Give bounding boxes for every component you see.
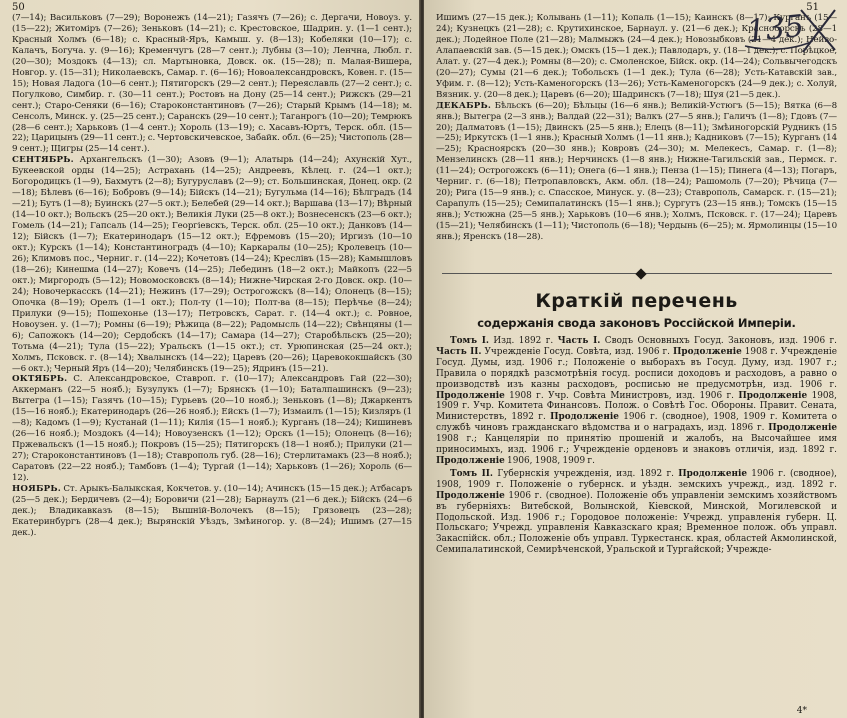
left-paragraph (12, 155, 412, 374)
section-title: Краткій перечень (535, 290, 738, 313)
left-paragraph (12, 374, 412, 484)
svg-text:135: 135 (744, 8, 806, 50)
fair-list-text: Архангельскъ (1—30); Азовъ (9—1); Алатырь (14—24); Ахунскій Хут., Букеевской орды (14—25); Астрахань (14—25); Андреевъ, Кѣлец. г. (24—1 окт.); Богородицкъ (1—9), Бахмутъ (2—8); Бугуруславъ (2—9); ст. Большинская, Донец. окр. (2—18); Бѣлевъ (6—16); Бобровъ (9—14); Бійскъ (14—21); Бугульма (14—16); Бѣлградъ (14—21); Бутъ (1—8); Буинскъ (27—5 окт.); Белебей (29—14 окт.); Варшава (13—17); Вѣрный (14—10 окт.); Вольскъ (25—20 окт.); Великія Луки (25—8 окт.); Вознесенскъ (23—6 окт.); Гомель (14—21); Гапсаль (14—25); Георгіевскъ, Терск. обл. (25—10 окт.); Данковъ (14—12); Бійскъ (1—7); Екатеринодаръ (15—12 окт.); Ефремовъ (15—20); Иргизъ (10—10 окт.); Курскъ (1—14); Константиноградъ (4—10); Каркаралы (10—25); Кролевецъ (10—26); Климовъ пос., Черниг. г. (14—22); Кочетовъ (14—24); Креслівъ (15—28); Камышловъ (18—26); Кинешма (14—27); Ковечъ (14—25); Лебединъ (18—2 окт.); Майкопъ (22—5 окт.); Миргородъ (5—12); Новомосковскъ (8—14); Нижне-Чирская 2-го Довск. окр. (10—24); Новочеркасскъ (14—21); Нежинъ (17—29); Острогожскъ (8—14); Олонецъ (8—15); Опочка (8—19); Орелъ (1—1 окт.); Пол-ту (1—10); Полт-ва (8—15); Перѣчье (8—24); Прилуки (9—15); Пошехонье (13—17); Петровскъ, Сарат. г. (14—4 окт.); с. Ровное, Новоузен. у. (1—7); Ромны (6—19); Рѣжица (8—22); Радомысль (14—22); Свѣнцяны (1—6); Сапожокъ (14—20); Сердобскъ (14—17); Самара (14—27); Старобѣльскъ (25—20); Тотьма (4—21); Тула (15—22); Уральскъ (1—15 окт.); ст. Урюпинская (25—24 окт.); Холмъ, Псковск. г. (8—14); Хвалынскъ (14—22); Царевъ (20—26); Царевококшайскъ (30—6 окт.); Черный Яръ (14—20); Челябинскъ (19—25); Ядринъ (15—21). (12, 155, 412, 374)
fair-list-text: Ст. Арыкъ-Балыкская, Кокчетов. у. (10—14); Ачинскъ (15—15 дек.); Атбасаръ (25—5 дек.); Бердичевъ (2—4); Боровичи (21—28); Барнаулъ (21—6 дек.); Бійскъ (24—6 дек.); Владикавказъ (8—15); Вышній-Волочекъ (8—15); Грязовецъ (23—28); Екатеринбургъ (28—4 дек.); Вырянскій Уѣздъ, Змѣиногор. у. (8—24); Ишимъ (27—15 дек.). (12, 483, 412, 538)
law-text-column (436, 336, 837, 556)
month-heading: ДЕКАБРЬ. (436, 100, 492, 111)
right-paragraph (436, 101, 837, 243)
month-heading: НОЯБРЬ. (12, 483, 61, 494)
right-page (424, 0, 847, 718)
fair-list-text: С. Александровское, Ставроп. г. (10—17); Александровъ Гай (22—30); Аккерманъ (22—5 нояб.); Бузулукъ (1—7); Брянскъ (1—10); Баталпашинскъ (9—23); Вытегра (1—15); Газячъ (10—15); Гурьевъ (20—10 нояб.); Зеньковъ (1—8); Джаркентъ (15—16 нояб.); Екатеринодаръ (26—26 нояб.); Ейскъ (1—7); Измаилъ (1—15); Кизляръ (1—8); Кадомъ (1—9); Кустанай (1—11); Килія (15—1 нояб.); Курганъ (18—24); Кишиневъ (26—16 нояб.); Моздокъ (4—14); Новоузенскъ (1—12); Орскъ (1—15); Олонецъ (8—16); Пржевальскъ (1—15 нояб.); Покровъ (15—25); Пятигорскъ (18—1 нояб.); Прилуки (21—27); Староконстантиновъ (1—18); Ставрополь губ. (28—16); Стерлитамакъ (23—8 нояб.); Саратовъ (22—22 нояб.); Тамбовъ (1—4); Тургай (1—14); Харьковъ (1—26); Хороль (6—12). (12, 374, 412, 484)
month-heading: ОКТЯБРЬ. (12, 374, 68, 385)
month-heading: СЕНТЯБРЬ. (12, 155, 74, 166)
left-page (0, 0, 420, 718)
left-paragraph (12, 484, 412, 539)
page-number-left: 50 (12, 2, 25, 13)
page-number-right: 51 (806, 2, 819, 13)
law-volume-paragraph: Томъ I. Изд. 1892 г. Часть I. Сводъ Основныхъ Госуд. Законовъ, изд. 1906 г. Часть II. Учрежденіе Госуд. Совѣта, изд. 1906 г. Продолженіе 1908 г. Учрежденіе Госуд. Думы, изд. 1906 г.; Положеніе о выборахъ въ Госуд. Думу, изд. 1907 г.; Правила о порядкѣ разсмотрѣнія госуд. росписи доходовъ и расходовъ, а равно о производствѣ изъ казны расходовъ, росписью не предусмотрѣн, изд. 1906 г. Продолженіе 1908 г. Учр. Совѣта Министровъ, изд. 1906 г. Продолженіе 1908, 1909 г. Учр. Комитета Финансовъ. Полож. о Совѣтѣ Гос. Обороны. Правит. Сената, Министерствъ, 1892 г. Продолженіе 1906 г. (сводное), 1908, 1909 г. Комитета о службѣ чиновъ гражданскаго вѣдомства и о наградахъ, изд. 1896 г. Продолженіе 1908 г.; Канцеляріи по принятію прошеній и жалобъ, на Высочайшее имя приносимыхъ, изд. 1906 г.; Учрежденіе орденовъ и знаковъ отличія, изд. 1892 г. Продолженіе 1906, 1908, 1909 г. (436, 336, 838, 466)
fair-list-text: Ишимъ (27—15 дек.); Колывань (1—11); Копаль (1—15); Каинскъ (8—17); Курганъ (15—24); Кузнецкъ (21—28); с. Крутихинское, Барнаул. у. (21—6 дек.); Красноборскъ (28—1 дек.); Лодейное Поле (21—28); Малмыжъ (24—4 дек.); Новозыбковъ (21—4 дек.); Нейво-Алапаевскій зав. (5—15 дек.); Омскъ (15—1 дек.); Павлодаръ, у. (18—1 дек.); с. Порѣцкое, Алат. у. (27—4 дек.); Ромны (8—20); с. Смоленское, Бійск. окр. (14—24); Сольвычегодскъ (20—27); Сумы (21—6 дек.); Тобольскъ (1—1 дек.); Тула (6—28); Усть-Катавскій зав., Уфим. г. (8—12); Усть-Каменогорскъ (13—26); Усть-Каменогорскъ (24—9 дек.); с. Холуй, Вязник. у. (20—8 дек.); Царевъ (6—20); Шадринскъ (7—18); Шуя (21—5 дек.). (436, 13, 837, 100)
fair-list-text: (7—14); Васильковъ (7—29); Воронежъ (14—21); Газячъ (7—26); с. Дергачи, Новоуз. у. (15—22); Житоміръ (7—26); Зеньковъ (14—21); с. Крестовское, Шадрин. у. (1—1 сент.); Красный Холмъ (6—18); с. Красный-Яръ, Камыш. у. (8—13); Кобеляки (10—17); с. Калачъ, Богуча. у. (9—16); Кременчугъ (28—7 сент.); Лубны (3—10); Ленчна, Любл. г. (20—30); Моздокъ (4—13); сл. Мартыновка, Довск. ок. (15—28); п. Малая-Вишера, Новгор. у. (15—31); Николаевскъ, Самар. г. (6—16); Новоалександровскъ, Ковен. г. (15—15); Новая Ладога (10—6 сент.); Пятигорскъ (29—2 сент.); Переяславль (27—2 сент.); с. Погулково, Симбир. г. (30—11 сент.); Ростовъ на Дону (25—14 сент.); Рижскъ (29—21 сент.); Старо-Сеняки (6—16); Староконстантиновъ (7—26); Старый Крымъ (14—18); м. Сенсолъ, Минск. у. (25—25 сент.); Саранскъ (29—10 сент.); Таганрогъ (10—20); Темрюкъ (28—6 сент.); Харьковъ (1—4 сент.); Хороль (13—19); с. Хасавъ-Юртъ, Терск. обл. (15—22); Царицынъ (29—11 сент.); с. Чертовскичевское, Забайк. обл. (6—25); Чистополь (28—9 сент.); Щигры (25—14 сент.). (12, 13, 412, 155)
section-subtitle: содержанія свода законовъ Россійской Имперіи. (477, 316, 796, 331)
law-volume-paragraph: Томъ II. Губернскія учрежденія, изд. 1892 г. Продолженіе 1906 г. (сводное), 1908, 1909 г. Положеніе о губернск. и уѣздн. земскихъ учрежд., изд. 1892 г. Продолженіе 1906 г. (сводное). Положеніе объ управленіи земскимъ хозяйствомъ въ губерніяхъ: Витебской, Волынской, Кіевской, Минской, Могилевской и Подольской. Изд. 1906 г.; Городовое положеніе: Учрежд. управленія губерн. Ц. Польскаго; Учрежд. управленія Кавказскаго края; Временное полож. объ управл. Закаспійск. обл.; Положеніе объ управл. Туркестанск. края, областей Акмолинской, Семипалатинской, Семирѣченской, Уральской и Тургайской; Учрежде- (436, 468, 837, 556)
law-section-heading (436, 273, 837, 330)
fair-list-text: Бѣльскъ (6—20); Бѣльцы (16—6 янв.); Великій-Устюгъ (5—15); Вятка (6—8 янв.); Вытегра (2—3 янв.); Валдай (22—31); Валкъ (27—5 янв.); Галичъ (1—8); Гдовъ (7—20); Далматовъ (1—15); Двинскъ (25—5 янв.); Елецъ (8—11); Змѣиногорскій Рудникъ (15—25); Иркутскъ (1—1 янв.); Красный Холмъ (1—11 янв.); Кадниковъ (7—15); Курганъ (14—25); Красноярскъ (20—30 янв.); Ковровъ (24—30); м. Мелекесъ, Самар. г. (1—8); Мензелинскъ (28—11 янв.); Нерчинскъ (1—8 янв.); Нижне-Тагильскій зав., Пермск. г. (11—24); Острогожскъ (6—11); Онега (6—1 янв.); Пенза (1—15); Пинега (4—13); Погаръ, Черниг. г. (6—18); Петропавловскъ, Акм. обл. (18—24); Рашомоль (7—20); Рѣчица (7—20); Рига (15—9 янв.); с. Спасское, Минуск. у. (8—23); Ставрополь, Самарск. г. (15—21); Сарапулъ (15—25); Семипалатинскъ (15—1 янв.); Сургутъ (23—15 янв.); Томскъ (15—15 янв.); Устюжна (25—5 янв.); Харьковъ (10—6 янв.); Холмъ, Псковск. г. (17—24); Царевъ (15—21); Челябинскъ (1—11); Чистополь (6—18); Чердынь (6—25); м. Ярмолинцы (15—10 янв.); Яренскъ (18—28). (436, 100, 837, 243)
left-paragraph (12, 13, 412, 155)
left-text-column (12, 13, 412, 539)
signature-mark: 4* (796, 706, 807, 716)
ornament-divider (442, 273, 832, 274)
handwritten-note-icon (741, 2, 841, 64)
